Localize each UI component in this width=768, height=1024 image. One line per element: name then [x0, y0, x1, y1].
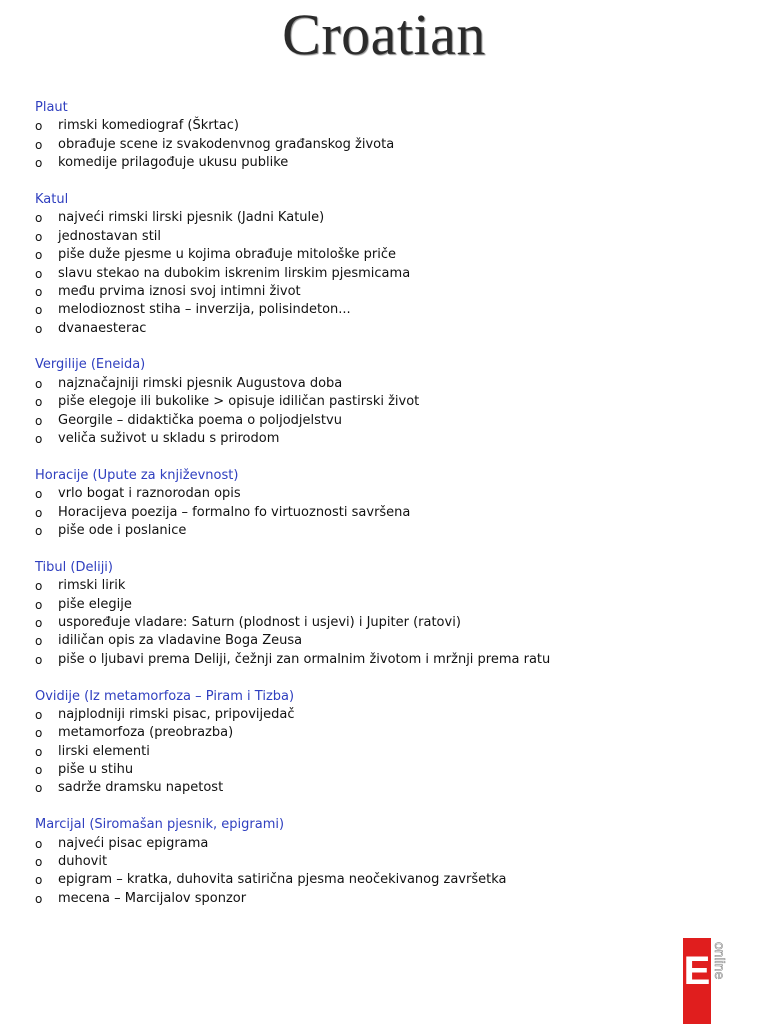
logo-side-text: online	[712, 942, 728, 980]
hollow-bullet-icon: o	[35, 321, 43, 336]
hollow-bullet-icon: o	[35, 634, 43, 649]
hollow-bullet-icon: o	[35, 229, 43, 244]
list-item	[35, 651, 735, 669]
list-item	[35, 320, 735, 338]
page-title: Croatian	[282, 2, 486, 67]
section-heading: Plaut	[35, 100, 68, 115]
list-item	[35, 117, 735, 135]
list-item	[35, 779, 735, 797]
list-item	[35, 761, 735, 779]
list-item-text: među prvima iznosi svoj intimni život	[58, 283, 301, 299]
list-item-text: piše elegoje ili bukolike > opisuje idiličan pastirski život	[58, 394, 420, 410]
section	[35, 559, 735, 669]
hollow-bullet-icon: o	[35, 432, 43, 447]
list-item	[35, 871, 735, 889]
list-item	[35, 614, 735, 632]
list-item	[35, 485, 735, 503]
list-item-text: Georgile – didaktička poema o poljodjelstvu	[58, 412, 342, 428]
list-item-text: piše duže pjesme u kojima obrađuje mitološke priče	[58, 247, 396, 263]
list-item	[35, 890, 735, 908]
list-item	[35, 375, 735, 393]
list-item	[35, 853, 735, 871]
list-item	[35, 136, 735, 154]
bullet-list	[35, 577, 735, 669]
hollow-bullet-icon: o	[35, 505, 43, 520]
list-item	[35, 246, 735, 264]
bullet-list	[35, 835, 735, 909]
list-item-text: najznačajniji rimski pjesnik Augustova doba	[58, 375, 343, 391]
list-item-text: mecena – Marcijalov sponzor	[58, 890, 247, 906]
hollow-bullet-icon: o	[35, 487, 43, 502]
list-item-text: duhovit	[58, 854, 108, 870]
hollow-bullet-icon: o	[35, 137, 43, 152]
list-item-text: Horacijeva poezija – formalno fo virtuoznosti savršena	[58, 504, 411, 520]
section	[35, 467, 735, 541]
list-item-text: lirski elementi	[58, 743, 150, 759]
list-item	[35, 835, 735, 853]
list-item-text: piše o ljubavi prema Deliji, čežnji zan ormalnim životom i mržnji prema ratu	[58, 651, 551, 667]
list-item-text: idiličan opis za vladavine Boga Zeusa	[58, 633, 303, 649]
list-item-text: piše u stihu	[58, 762, 134, 778]
hollow-bullet-icon: o	[35, 781, 43, 796]
list-item-text: najveći pisac epigrama	[58, 835, 209, 851]
list-item	[35, 154, 735, 172]
logo-letter: E	[683, 949, 711, 993]
list-item	[35, 228, 735, 246]
list-item	[35, 632, 735, 650]
section-heading: Vergilije (Eneida)	[35, 357, 146, 373]
list-item	[35, 706, 735, 724]
list-item-text: piše elegije	[58, 596, 132, 612]
hollow-bullet-icon: o	[35, 873, 43, 888]
hollow-bullet-icon: o	[35, 615, 43, 630]
bullet-list	[35, 209, 735, 338]
hollow-bullet-icon: o	[35, 652, 43, 667]
hollow-bullet-icon: o	[35, 579, 43, 594]
list-item	[35, 265, 735, 283]
hollow-bullet-icon: o	[35, 523, 43, 538]
hollow-bullet-icon: o	[35, 891, 43, 906]
list-item-text: vrlo bogat i raznorodan opis	[58, 486, 241, 502]
section-heading: Tibul (Deliji)	[35, 559, 113, 575]
list-item-text: rimski lirik	[58, 578, 126, 594]
list-item	[35, 743, 735, 761]
list-item	[35, 301, 735, 319]
section	[35, 191, 735, 338]
e-online-logo	[683, 938, 731, 1024]
section	[35, 688, 735, 798]
hollow-bullet-icon: o	[35, 284, 43, 299]
list-item-text: najplodniji rimski pisac, pripovijedač	[58, 706, 295, 722]
document-body	[35, 99, 735, 927]
hollow-bullet-icon: o	[35, 266, 43, 281]
hollow-bullet-icon: o	[35, 413, 43, 428]
list-item	[35, 577, 735, 595]
list-item-text: slavu stekao na dubokim iskrenim lirskim pjesmicama	[58, 265, 411, 281]
list-item-text: veliča suživot u skladu s prirodom	[58, 431, 280, 447]
hollow-bullet-icon: o	[35, 726, 43, 741]
list-item	[35, 412, 735, 430]
list-item-text: uspoređuje vladare: Saturn (plodnost i usjevi) i Jupiter (ratovi)	[58, 614, 461, 630]
list-item	[35, 724, 735, 742]
hollow-bullet-icon: o	[35, 707, 43, 722]
list-item-text: melodioznost stiha – inverzija, polisindeton...	[58, 302, 351, 318]
section-heading: Marcijal (Siromašan pjesnik, epigrami)	[35, 817, 285, 833]
section	[35, 816, 735, 908]
hollow-bullet-icon: o	[35, 376, 43, 391]
list-item-text: obrađuje scene iz svakodenvnog građanskog života	[58, 136, 395, 152]
list-item-text: rimski komediograf (Škrtac)	[58, 118, 239, 134]
bullet-list	[35, 706, 735, 798]
bullet-list	[35, 375, 735, 449]
hollow-bullet-icon: o	[35, 156, 43, 171]
list-item	[35, 504, 735, 522]
list-item-text: komedije prilagođuje ukusu publike	[58, 155, 289, 171]
hollow-bullet-icon: o	[35, 211, 43, 226]
hollow-bullet-icon: o	[35, 119, 43, 134]
section-heading: Katul	[35, 191, 69, 207]
bullet-list	[35, 117, 735, 172]
list-item-text: piše ode i poslanice	[58, 522, 187, 538]
section	[35, 356, 735, 448]
list-item-text: najveći rimski lirski pjesnik (Jadni Katule)	[58, 210, 325, 226]
list-item-text: epigram – kratka, duhovita satirična pjesma neočekivanog završetka	[58, 872, 507, 888]
hollow-bullet-icon: o	[35, 248, 43, 263]
hollow-bullet-icon: o	[35, 597, 43, 612]
hollow-bullet-icon: o	[35, 855, 43, 870]
hollow-bullet-icon: o	[35, 744, 43, 759]
list-item	[35, 393, 735, 411]
hollow-bullet-icon: o	[35, 836, 43, 851]
list-item-text: sadrže dramsku napetost	[58, 780, 224, 796]
section	[35, 99, 735, 173]
hollow-bullet-icon: o	[35, 303, 43, 318]
section-heading: Horacije (Upute za književnost)	[35, 467, 239, 483]
list-item-text: dvanaesterac	[58, 320, 147, 336]
bullet-list	[35, 485, 735, 540]
list-item	[35, 596, 735, 614]
list-item	[35, 283, 735, 301]
section-heading: Ovidije (Iz metamorfoza – Piram i Tizba)	[35, 688, 295, 704]
list-item-text: metamorfoza (preobrazba)	[58, 725, 234, 741]
hollow-bullet-icon: o	[35, 763, 43, 778]
list-item	[35, 209, 735, 227]
hollow-bullet-icon: o	[35, 395, 43, 410]
list-item	[35, 522, 735, 540]
list-item-text: jednostavan stil	[58, 228, 162, 244]
list-item	[35, 430, 735, 448]
